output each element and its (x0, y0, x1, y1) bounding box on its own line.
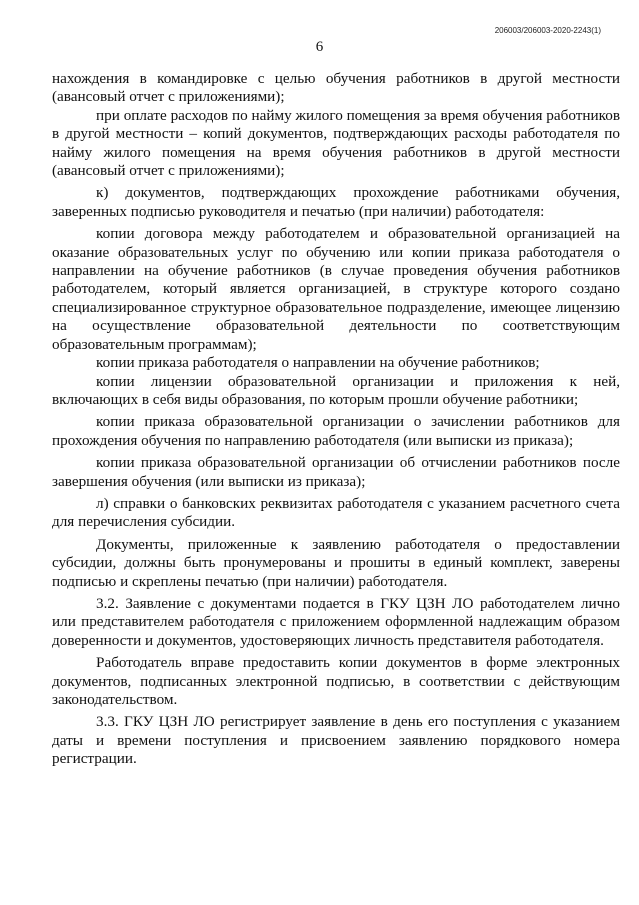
paragraph: 3.2. Заявление с документами подается в ГКУ ЦЗН ЛО работодателем лично или представителем работодателя с приложением оформленной надлежащим образом доверенности и документов, удостоверяющих личность представителя работодателя. (52, 594, 620, 649)
paragraph: л) справки о банковских реквизитах работодателя с указанием расчетного счета для перечисления субсидии. (52, 494, 620, 531)
paragraph: Работодатель вправе предоставить копии документов в форме электронных документов, подписанных электронной подписью, в соответствии с действующим законодательством. (52, 654, 620, 708)
paragraph: к) документов, подтверждающих прохождение работниками обучения, заверенных подписью руководителя и печатью (при наличии) работодателя: (52, 184, 620, 220)
doc-code: 206003/206003-2020-2243(1) (494, 26, 601, 35)
paragraph: копии приказа работодателя о направлении на обучение работников; (96, 354, 540, 372)
page-number: 6 (315, 39, 324, 55)
document-body (52, 70, 620, 769)
paragraph: нахождения в командировке с целью обучения работников в другой местности (авансовый отчет с приложениями); (52, 70, 620, 106)
paragraph: копии приказа образовательной организации об отчислении работников после завершения обучения (или выписки из приказа); (52, 454, 620, 490)
paragraph: при оплате расходов по найму жилого помещения за время обучения работников в другой местности – копий документов, подтверждающих расходы работодателя по найму жилого помещения на время обучения работников в другой местности (авансовый отчет с приложениями); (52, 106, 620, 180)
paragraph: копии приказа образовательной организации о зачислении работников для прохождения обучения по направлению работодателя (или выписки из приказа); (52, 413, 620, 449)
paragraph: 3.3. ГКУ ЦЗН ЛО регистрирует заявление в день его поступления с указанием даты и времени поступления и присвоением заявлению порядкового номера регистрации. (52, 713, 620, 768)
paragraph: Документы, приложенные к заявлению работодателя о предоставлении субсидии, должны быть пронумерованы и прошиты в единый комплект, заверены подписью и скреплены печатью (при наличии) работодателя. (52, 535, 620, 590)
paragraph: копии лицензии образовательной организации и приложения к ней, включающих в себя виды образования, по которым прошли обучение работники; (52, 372, 620, 408)
paragraph: копии договора между работодателем и образовательной организацией на оказание образовательных услуг по обучению или копии приказа работодателя о направлении на обучение работников (в случае проведения обучения работников работодателем, который является организацией, в структуре которого создано специализированное структурное образовательное подразделение, имеющее лицензию на осуществление образовательной деятельности по соответствующим образовательным программам); (52, 225, 620, 353)
